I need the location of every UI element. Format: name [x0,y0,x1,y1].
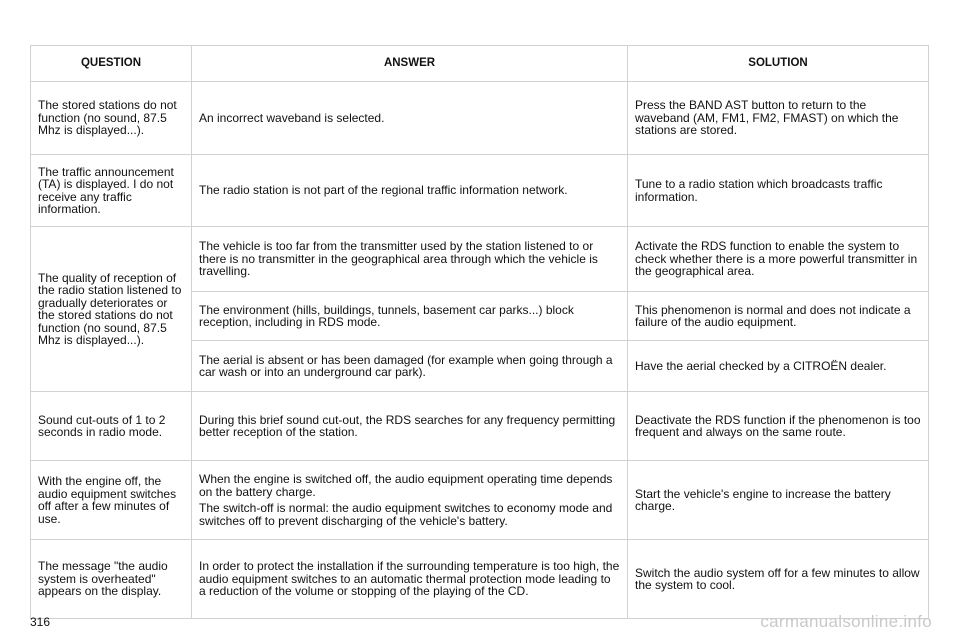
troubleshooting-table [30,45,929,619]
answer-cell: The aerial is absent or has been damaged (for example when going through a car wash or into an underground car park). [192,341,628,392]
answer-cell: In order to protect the installation if the surrounding temperature is too high, the audio equipment switches to an automatic thermal protection mode leading to a reduction of the volume or stopping of the playing of the CD. [192,540,628,619]
page-number: 316 [30,615,51,629]
solution-cell: Press the BAND AST button to return to the waveband (AM, FM1, FM2, FMAST) on which the stations are stored. [628,82,929,155]
solution-cell: Switch the audio system off for a few minutes to allow the system to cool. [628,540,929,619]
question-cell: The message "the audio system is overheated" appears on the display. [30,540,192,619]
table-row [30,540,929,619]
solution-cell: Have the aerial checked by a CITROËN dealer. [628,341,929,392]
solution-cell: Activate the RDS function to enable the system to check whether there is a more powerful transmitter in the geographical area. [628,227,929,292]
table-row [30,227,929,292]
answer-cell: The environment (hills, buildings, tunnels, basement car parks...) block reception, including in RDS mode. [192,292,628,341]
table-row [30,82,929,155]
answer-cell: During this brief sound cut-out, the RDS searches for any frequency permitting better reception of the station. [192,392,628,461]
answer-cell: The radio station is not part of the regional traffic information network. [192,155,628,227]
troubleshooting-table-container [30,45,929,619]
solution-cell: This phenomenon is normal and does not indicate a failure of the audio equipment. [628,292,929,341]
table-header-row [30,46,929,82]
solution-cell: Start the vehicle's engine to increase the battery charge. [628,461,929,540]
answer-cell [192,461,628,540]
question-cell: Sound cut-outs of 1 to 2 seconds in radio mode. [30,392,192,461]
header-solution: SOLUTION [628,46,929,82]
header-answer: ANSWER [192,46,628,82]
answer-paragraph: The switch-off is normal: the audio equipment switches to economy mode and switches off to prevent discharging of the vehicle's battery. [199,501,613,528]
solution-cell: Deactivate the RDS function if the phenomenon is too frequent and always on the same route. [628,392,929,461]
watermark: carmanualsonline.info [760,612,932,631]
header-question: QUESTION [30,46,192,82]
answer-cell: An incorrect waveband is selected. [192,82,628,155]
answer-cell: The vehicle is too far from the transmitter used by the station listened to or there is no transmitter in the geographical area through which the vehicle is travelling. [192,227,628,292]
solution-cell: Tune to a radio station which broadcasts traffic information. [628,155,929,227]
question-cell: The quality of reception of the radio station listened to gradually deteriorates or the stored stations do not function (no sound, 87.5 Mhz is displayed...). [30,227,192,392]
table-row [30,155,929,227]
question-cell: With the engine off, the audio equipment switches off after a few minutes of use. [30,461,192,540]
question-cell: The traffic announcement (TA) is displayed. I do not receive any traffic information. [30,155,192,227]
table-row [30,392,929,461]
question-cell: The stored stations do not function (no sound, 87.5 Mhz is displayed...). [30,82,192,155]
table-row [30,461,929,540]
answer-paragraph: When the engine is switched off, the audio equipment operating time depends on the battery charge. [199,472,613,499]
